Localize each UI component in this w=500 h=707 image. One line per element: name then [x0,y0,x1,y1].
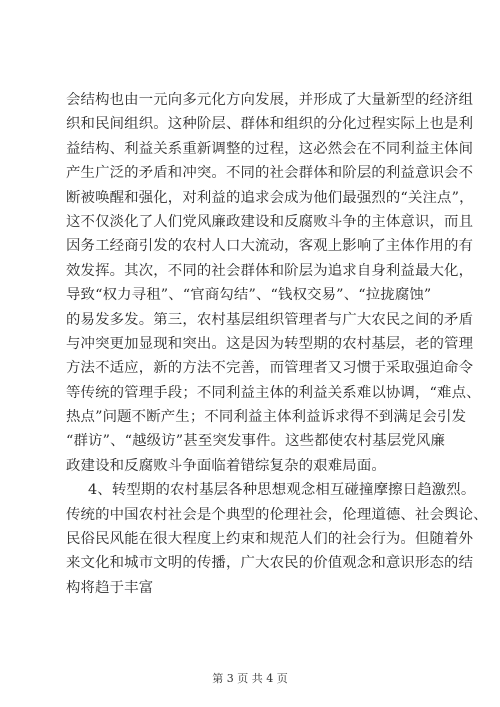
text-line: 导致“权力寻租”、“官商勾结”、“钱权交易”、“拉拢腐蚀” [66,287,432,304]
text-line: 这不仅淡化了人们党风廉政建设和反腐败斗争的主体意识，而且 [66,213,474,230]
text-line: 来文化和城市文明的传播，广大农民的价值观念和意识形态的结 [66,555,474,572]
text-line: 民俗民风能在很大程度上约束和规范人们的社会行为。但随着外 [66,531,474,548]
text-line: 4、转型期的农村基层各种思想观念相互碰撞摩擦日趋激烈。 [88,482,476,499]
document-body [66,88,488,600]
text-line: “群访”、“越级访”甚至突发事件。这些都使农村基层党风廉 [66,433,446,450]
text-line: 织和民间组织。这种阶层、群体和组织的分化过程实际上也是利 [66,116,474,133]
text-line: 构将趋于丰富 [66,579,154,596]
text-line: 与冲突更加显现和突出。这是因为转型期的农村基层，老的管理 [66,335,474,352]
text-line: 政建设和反腐败斗争面临着错综复杂的艰难局面。 [66,457,386,474]
text-line: 断被唤醒和强化，对利益的追求会成为他们最强烈的“关注点”， [66,189,474,206]
text-line: 会结构也由一元向多元化方向发展，并形成了大量新型的经济组 [66,92,474,108]
text-line: 传统的中国农村社会是个典型的伦理社会，伦理道德、社会舆论、 [66,506,488,523]
text-line: 热点”问题不断产生；不同利益主体利益诉求得不到满足会引发 [66,409,467,426]
text-line: 的易发多发。第三，农村基层组织管理者与广大农民之间的矛盾 [66,311,474,328]
text-line: 产生广泛的矛盾和冲突。不同的社会群体和阶层的利益意识会不 [66,165,474,182]
paragraph-2 [66,478,488,600]
text-line: 效发挥。其次，不同的社会群体和阶层为追求自身利益最大化， [66,262,474,279]
text-line: 因务工经商引发的农村人口大流动，客观上影响了主体作用的有 [66,238,474,255]
text-line: 方法不适应，新的方法不完善，而管理者又习惯于采取强迫命令 [66,360,474,377]
text-line: 益结构、利益关系重新调整的过程，这必然会在不同利益主体间 [66,140,474,157]
paragraph-1 [66,88,481,478]
text-line: 等传统的管理手段；不同利益主体的利益关系难以协调，“难点、 [66,384,481,401]
page-number: 第 3 页 共 4 页 [212,672,288,685]
